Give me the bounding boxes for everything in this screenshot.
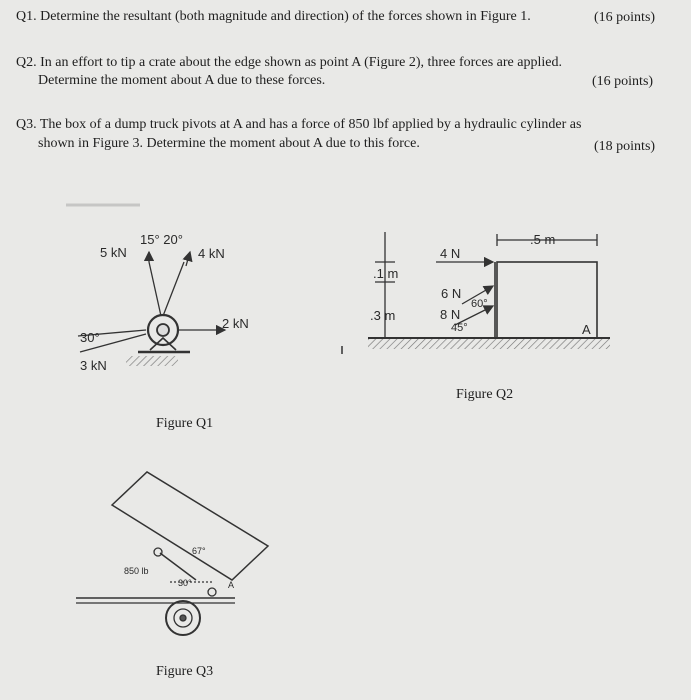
q3-points: (18 points)	[594, 139, 656, 154]
force-4kn-line	[163, 262, 184, 316]
fig2-3m-label: .3 m	[370, 308, 396, 323]
fig3-point-a-label: A	[228, 580, 235, 590]
fig1-5kn-label: 5 kN	[100, 245, 127, 260]
fig1-angles-label: 15° 20°	[140, 232, 183, 247]
q2-text-line2: Determine the moment about A due to these forces.	[38, 73, 326, 88]
fig1-3kn-label: 3 kN	[80, 358, 107, 373]
q2-text-line1: Q2. In an effort to tip a crate about the edge shown as point A (Figure 2), three forces are applied.	[16, 55, 562, 70]
fig2-45-label: 45°	[451, 322, 468, 334]
figure1-diagram	[78, 252, 225, 366]
q3-text-line2: shown in Figure 3. Determine the moment about A due to this force.	[38, 136, 420, 151]
fig2-5m-label: .5 m	[530, 232, 556, 247]
figure3-caption: Figure Q3	[156, 664, 214, 679]
force-5kn-line	[149, 262, 161, 316]
hydraulic-cylinder	[160, 553, 196, 580]
fig2-6n-label: 6 N	[441, 286, 462, 301]
fig3-30-label: 30°	[178, 578, 192, 588]
fig2-4n-label: 4 N	[440, 246, 461, 261]
fig3-force-label: 850 lb	[124, 566, 149, 576]
fig2-60-label: 60°	[471, 298, 488, 310]
dump-box	[112, 472, 268, 580]
fig2-1m-label: .1 m	[373, 266, 399, 281]
q1-text: Q1. Determine the resultant (both magnitude and direction) of the forces shown in Figure 1.	[16, 9, 531, 24]
fig1-4kn-label: 4 kN	[198, 246, 225, 261]
fig1-30-label: 30°	[80, 330, 100, 345]
fig2-8n-label: 8 N	[440, 307, 461, 322]
q3-text-line1: Q3. The box of a dump truck pivots at A and has a force of 850 lbf applied by a hydraulic cylinder as	[16, 117, 582, 132]
fig2-point-a-label: A	[582, 322, 591, 337]
figure2-diagram	[342, 232, 610, 354]
q2-points: (16 points)	[592, 74, 654, 89]
figure1-caption: Figure Q1	[156, 416, 214, 431]
figure2-caption: Figure Q2	[456, 387, 514, 402]
fig3-67-label: 67°	[192, 546, 206, 556]
figure3-diagram	[76, 472, 268, 635]
fig1-2kn-label: 2 kN	[222, 316, 249, 331]
q1-points: (16 points)	[594, 10, 656, 25]
